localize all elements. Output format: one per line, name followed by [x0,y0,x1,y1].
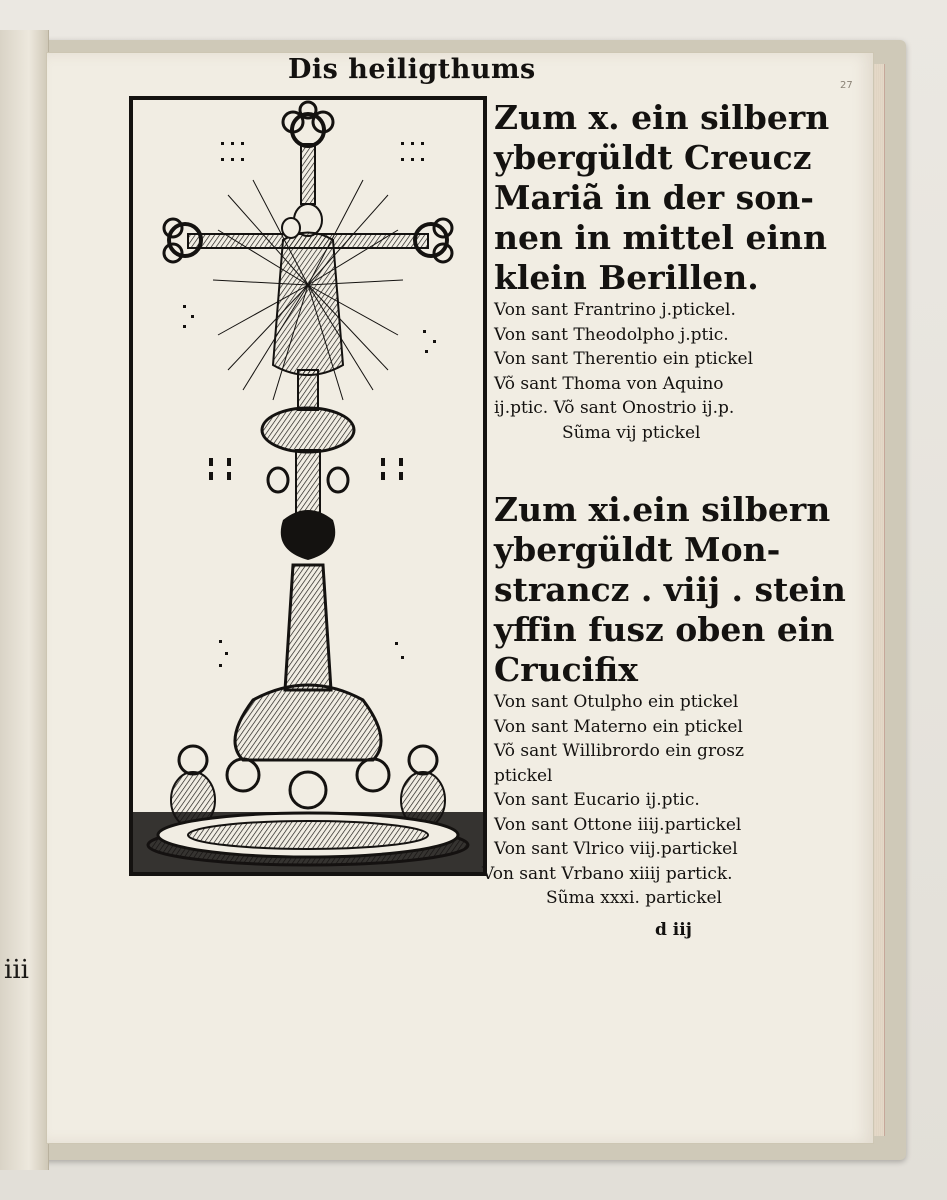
left-page-edge [0,30,49,1170]
relic-line: ptickel [494,765,553,786]
entry-heading-line: Mariã in der son- [494,178,814,217]
monstrance-stem [262,370,354,690]
relic-sum: Sũma xxxi. partickel [546,888,722,908]
relic-line: Võ sant Thoma von Aquino [494,373,724,394]
relic-sum: Sũma vij ptickel [562,422,701,443]
monstrance-base [133,685,483,872]
relic-text-column [482,98,846,908]
reliquary-woodcut-illustration [129,96,487,876]
relic-line: Von sant Frantrino j.ptickel. [494,300,736,320]
relic-line: Von sant Therentio ein ptickel [494,349,754,369]
signature-mark: d iij [655,920,692,940]
relic-line: Von sant Vlrico viij.partickel [494,839,738,859]
madonna-figure [273,204,343,375]
entry-heading-line: strancz . viij . stein [494,570,846,609]
entry-10 [494,98,830,445]
entry-heading-line: Zum xi.ein silbern [494,490,831,529]
relic-line: ij.ptic. Võ sant Onostrio ij.p. [494,398,735,418]
entry-heading-line: Crucifix [494,650,638,689]
entry-heading-line: Zum x. ein silbern [494,98,830,137]
relic-line: Von sant Vrbano xiiij partick. [482,863,733,884]
entry-heading-line: ybergüldt Mon- [494,530,781,569]
relic-line: Von sant Otulpho ein ptickel [494,692,739,712]
relic-line: Võ sant Willibrordo ein grosz [494,741,744,761]
folio-number: 27 [840,80,853,91]
relic-line: Von sant Eucario ij.ptic. [494,790,700,810]
entry-heading-line: nen in mittel einn [494,218,827,257]
entry-11 [482,490,846,911]
cross-finial [283,102,333,204]
running-head: Dis heiligthums [288,54,536,85]
entry-heading-line: yffin fusz oben ein [494,610,835,649]
woodcut-drawing [133,100,483,872]
relic-line: Von sant Theodolpho j.ptic. [494,324,729,345]
left-page-fragment: iii [4,955,29,985]
entry-heading-line: ybergüldt Creucz [494,138,812,177]
relic-line: Von sant Ottone iiij.partickel [494,814,742,835]
entry-heading-line: klein Berillen. [494,258,759,297]
relic-line: Von sant Materno ein ptickel [494,716,743,737]
